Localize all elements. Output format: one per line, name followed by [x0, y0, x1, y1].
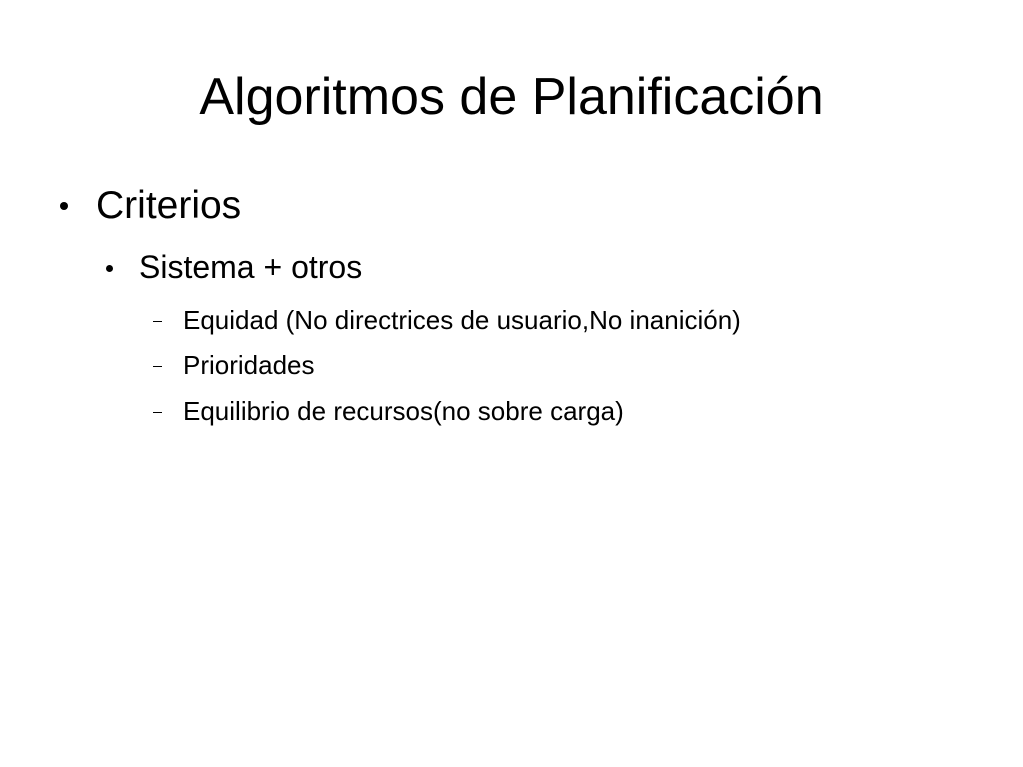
dash-icon — [153, 366, 162, 367]
bullet-text: Equidad (No directrices de usuario,No inanición) — [183, 305, 741, 335]
bullet-text: Sistema + otros — [139, 249, 363, 285]
dash-icon — [153, 412, 162, 413]
dash-icon — [153, 321, 162, 322]
slide-title: Algoritmos de Planificación — [199, 68, 824, 126]
bullet-text: Criterios — [96, 184, 242, 227]
bullet-dot-icon — [60, 202, 68, 210]
bullet-text: Equilibrio de recursos(no sobre carga) — [183, 396, 624, 426]
bullet-dot-icon — [106, 265, 113, 272]
bullet-text: Prioridades — [183, 350, 315, 380]
